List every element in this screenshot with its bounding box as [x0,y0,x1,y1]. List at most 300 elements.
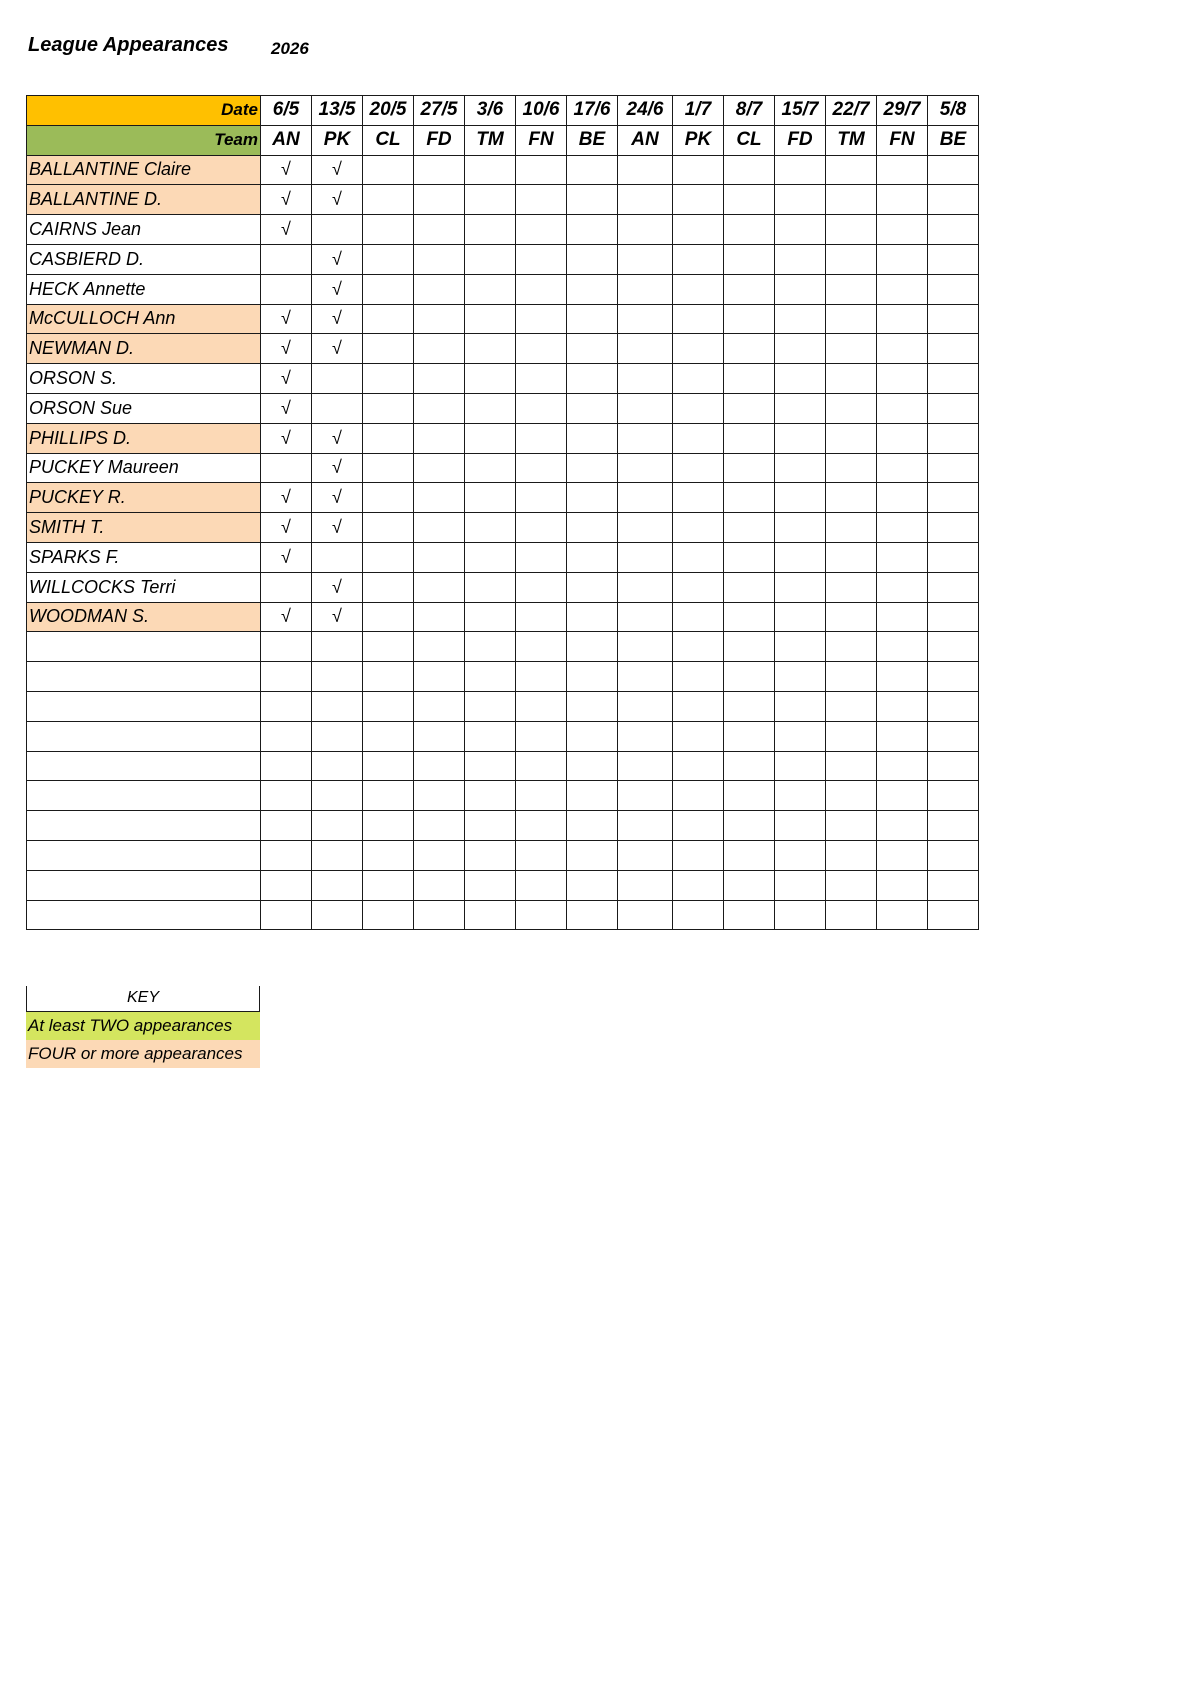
blank-cell [928,721,979,751]
blank-cell [261,662,312,692]
player-name: CASBIERD D. [27,244,261,274]
blank-cell [877,751,928,781]
player-row [27,155,979,185]
appearance-cell [516,155,567,185]
page-title-row [28,34,309,58]
appearance-cell [775,423,826,453]
appearance-cell [465,155,516,185]
player-row [27,542,979,572]
appearance-cell [928,513,979,543]
blank-cell [775,691,826,721]
player-row [27,602,979,632]
blank-cell [826,662,877,692]
appearance-cell [363,215,414,245]
appearance-cell [928,215,979,245]
appearance-tick: √ [261,155,312,185]
blank-cell [877,721,928,751]
appearance-cell [567,393,618,423]
player-row [27,453,979,483]
blank-cell [826,840,877,870]
appearance-cell [877,483,928,513]
blank-cell [673,840,724,870]
appearance-tick: √ [312,185,363,215]
appearance-cell [877,215,928,245]
key-item: At least TWO appearances [26,1012,260,1040]
appearance-cell [567,602,618,632]
team-header-row [27,125,979,155]
blank-cell [363,781,414,811]
player-name: ORSON S. [27,364,261,394]
blank-row [27,840,979,870]
appearance-cell [516,483,567,513]
appearance-cell [724,155,775,185]
blank-name-cell [27,781,261,811]
appearance-cell [618,215,673,245]
appearance-cell [567,423,618,453]
appearance-cell [928,304,979,334]
blank-cell [673,870,724,900]
blank-cell [673,721,724,751]
blank-cell [724,811,775,841]
page-title: League Appearances [28,34,229,56]
blank-cell [465,781,516,811]
appearance-tick: √ [261,513,312,543]
appearance-cell [775,542,826,572]
appearance-cell [775,453,826,483]
appearance-cell [618,423,673,453]
appearance-cell [618,334,673,364]
appearance-cell [826,155,877,185]
date-cell: 8/7 [724,96,775,126]
appearance-cell [673,542,724,572]
appearance-cell [567,185,618,215]
season-year: 2026 [271,39,309,58]
appearance-cell [516,572,567,602]
appearance-cell [673,244,724,274]
blank-cell [618,840,673,870]
team-cell: PK [673,125,724,155]
blank-name-cell [27,840,261,870]
appearance-cell [363,304,414,334]
appearance-cell [724,453,775,483]
blank-cell [261,840,312,870]
appearance-cell [312,215,363,245]
blank-cell [567,721,618,751]
blank-cell [928,870,979,900]
appearance-cell [618,185,673,215]
blank-cell [775,751,826,781]
appearance-cell [414,364,465,394]
appearance-cell [724,334,775,364]
appearance-cell [465,185,516,215]
appearance-cell [414,602,465,632]
appearance-cell [414,334,465,364]
appearance-cell [724,304,775,334]
appearance-tick: √ [261,334,312,364]
appearance-cell [618,304,673,334]
date-cell: 29/7 [877,96,928,126]
appearance-cell [465,513,516,543]
appearance-tick: √ [312,572,363,602]
appearance-cell [261,453,312,483]
blank-cell [465,870,516,900]
blank-cell [465,721,516,751]
appearance-cell [775,513,826,543]
appearance-cell [673,185,724,215]
player-row [27,334,979,364]
appearance-cell [673,215,724,245]
appearance-cell [826,483,877,513]
blank-cell [724,900,775,930]
appearance-cell [414,215,465,245]
blank-cell [877,840,928,870]
blank-row [27,900,979,930]
appearance-tick: √ [312,155,363,185]
appearance-tick: √ [312,483,363,513]
appearance-cell [516,364,567,394]
appearance-cell [363,244,414,274]
blank-cell [465,840,516,870]
appearance-tick: √ [261,423,312,453]
appearance-cell [516,215,567,245]
blank-cell [826,870,877,900]
blank-cell [928,811,979,841]
appearance-cell [775,393,826,423]
appearance-tick: √ [312,304,363,334]
blank-name-cell [27,662,261,692]
appearance-cell [724,393,775,423]
blank-cell [465,811,516,841]
appearance-tick: √ [312,513,363,543]
appearance-cell [567,364,618,394]
appearance-cell [673,393,724,423]
appearance-cell [618,244,673,274]
team-cell: FD [775,125,826,155]
appearance-cell [618,453,673,483]
appearance-cell [363,602,414,632]
blank-cell [363,691,414,721]
appearance-cell [363,334,414,364]
blank-cell [826,900,877,930]
blank-cell [877,811,928,841]
appearance-cell [414,513,465,543]
blank-cell [618,751,673,781]
blank-cell [928,840,979,870]
blank-cell [363,900,414,930]
player-row [27,483,979,513]
appearance-cell [826,513,877,543]
blank-cell [826,691,877,721]
blank-cell [261,811,312,841]
blank-cell [261,691,312,721]
blank-cell [516,811,567,841]
blank-cell [363,632,414,662]
blank-cell [363,662,414,692]
appearance-cell [775,304,826,334]
appearance-cell [414,483,465,513]
blank-cell [312,870,363,900]
blank-cell [312,632,363,662]
player-name: WILLCOCKS Terri [27,572,261,602]
date-cell: 17/6 [567,96,618,126]
appearance-cell [363,453,414,483]
blank-cell [928,900,979,930]
appearance-cell [724,483,775,513]
appearance-grid [26,95,979,930]
blank-cell [312,840,363,870]
appearance-cell [928,364,979,394]
team-cell: AN [261,125,312,155]
appearance-tick: √ [261,364,312,394]
blank-name-cell [27,811,261,841]
appearance-cell [465,274,516,304]
blank-cell [567,662,618,692]
appearance-cell [567,244,618,274]
appearance-cell [877,185,928,215]
blank-cell [414,900,465,930]
appearance-cell [363,185,414,215]
blank-cell [826,811,877,841]
appearance-cell [673,334,724,364]
blank-cell [618,632,673,662]
appearance-cell [618,542,673,572]
team-cell: AN [618,125,673,155]
blank-name-cell [27,900,261,930]
blank-cell [724,662,775,692]
blank-name-cell [27,632,261,662]
blank-cell [414,781,465,811]
blank-cell [618,662,673,692]
appearance-cell [673,274,724,304]
appearance-cell [414,393,465,423]
blank-cell [363,721,414,751]
appearance-cell [877,513,928,543]
appearance-cell [516,244,567,274]
player-row [27,513,979,543]
blank-cell [673,811,724,841]
blank-cell [363,811,414,841]
appearance-cell [363,483,414,513]
player-name: McCULLOCH Ann [27,304,261,334]
blank-cell [516,662,567,692]
blank-cell [618,721,673,751]
appearance-cell [516,602,567,632]
appearance-cell [363,513,414,543]
appearance-cell [673,155,724,185]
appearance-cell [673,483,724,513]
appearance-cell [516,423,567,453]
appearance-tick: √ [261,483,312,513]
team-cell: BE [567,125,618,155]
appearance-cell [928,453,979,483]
appearance-cell [877,393,928,423]
appearance-cell [928,274,979,304]
player-name: CAIRNS Jean [27,215,261,245]
appearance-tick: √ [312,334,363,364]
appearance-cell [465,542,516,572]
blank-cell [414,691,465,721]
appearance-cell [775,602,826,632]
appearance-cell [414,274,465,304]
team-cell: CL [724,125,775,155]
appearance-cell [261,572,312,602]
appearance-cell [414,244,465,274]
blank-cell [363,751,414,781]
blank-cell [567,751,618,781]
blank-cell [673,900,724,930]
appearance-cell [363,274,414,304]
blank-cell [724,751,775,781]
appearance-cell [414,304,465,334]
appearance-cell [618,274,673,304]
blank-cell [724,870,775,900]
appearance-cell [618,602,673,632]
blank-cell [516,751,567,781]
appearance-cell [877,304,928,334]
appearance-cell [465,602,516,632]
blank-cell [775,662,826,692]
appearance-cell [618,155,673,185]
blank-cell [567,811,618,841]
appearance-tick: √ [312,423,363,453]
blank-cell [826,632,877,662]
appearance-cell [775,244,826,274]
date-cell: 6/5 [261,96,312,126]
blank-cell [618,781,673,811]
blank-cell [673,691,724,721]
player-name: BALLANTINE Claire [27,155,261,185]
appearance-cell [465,453,516,483]
appearance-cell [465,244,516,274]
appearance-cell [261,244,312,274]
blank-cell [414,811,465,841]
blank-row [27,781,979,811]
blank-name-cell [27,691,261,721]
key-legend [26,986,260,1068]
blank-name-cell [27,721,261,751]
appearance-cell [363,542,414,572]
appearance-cell [516,185,567,215]
appearance-cell [775,364,826,394]
blank-cell [775,811,826,841]
player-name: SPARKS F. [27,542,261,572]
appearance-cell [567,483,618,513]
blank-cell [877,900,928,930]
appearance-cell [414,423,465,453]
appearance-cell [312,364,363,394]
blank-cell [312,662,363,692]
blank-cell [261,870,312,900]
appearance-cell [465,215,516,245]
blank-cell [312,691,363,721]
appearance-cell [724,185,775,215]
player-row [27,215,979,245]
player-row [27,274,979,304]
appearance-cell [363,155,414,185]
blank-cell [567,691,618,721]
blank-cell [465,751,516,781]
appearance-tick: √ [261,185,312,215]
date-cell: 1/7 [673,96,724,126]
appearance-cell [618,364,673,394]
appearance-cell [516,304,567,334]
appearance-cell [775,334,826,364]
appearance-cell [826,453,877,483]
team-cell: TM [826,125,877,155]
blank-cell [724,721,775,751]
blank-cell [312,811,363,841]
blank-cell [673,781,724,811]
appearance-cell [516,453,567,483]
blank-cell [928,781,979,811]
blank-cell [724,691,775,721]
appearance-tick: √ [261,304,312,334]
appearance-cell [775,215,826,245]
blank-cell [414,870,465,900]
blank-cell [877,632,928,662]
appearance-cell [516,513,567,543]
appearance-cell [567,215,618,245]
appearance-cell [877,542,928,572]
appearance-cell [414,185,465,215]
appearance-cell [826,423,877,453]
blank-row [27,632,979,662]
blank-cell [928,632,979,662]
blank-cell [673,751,724,781]
blank-cell [516,870,567,900]
appearance-cell [826,215,877,245]
blank-cell [826,751,877,781]
blank-cell [724,840,775,870]
appearance-cell [877,572,928,602]
appearance-cell [775,155,826,185]
blank-row [27,721,979,751]
blank-cell [673,632,724,662]
appearance-cell [775,274,826,304]
appearance-cell [826,334,877,364]
appearance-cell [673,572,724,602]
appearance-cell [414,453,465,483]
blank-cell [775,721,826,751]
appearance-tick: √ [261,602,312,632]
blank-cell [261,632,312,662]
appearance-tick: √ [261,393,312,423]
appearance-cell [465,364,516,394]
appearance-cell [567,155,618,185]
date-cell: 20/5 [363,96,414,126]
appearance-cell [363,364,414,394]
blank-cell [261,781,312,811]
appearance-cell [877,364,928,394]
blank-cell [775,870,826,900]
blank-cell [414,751,465,781]
blank-cell [928,691,979,721]
appearance-cell [516,274,567,304]
appearance-cell [363,393,414,423]
appearance-cell [724,364,775,394]
blank-cell [877,781,928,811]
appearance-cell [724,423,775,453]
blank-cell [724,781,775,811]
appearance-cell [724,513,775,543]
blank-cell [516,691,567,721]
appearance-table [26,95,979,930]
appearance-cell [877,155,928,185]
blank-cell [312,900,363,930]
appearance-cell [567,572,618,602]
appearance-cell [877,423,928,453]
blank-cell [775,781,826,811]
